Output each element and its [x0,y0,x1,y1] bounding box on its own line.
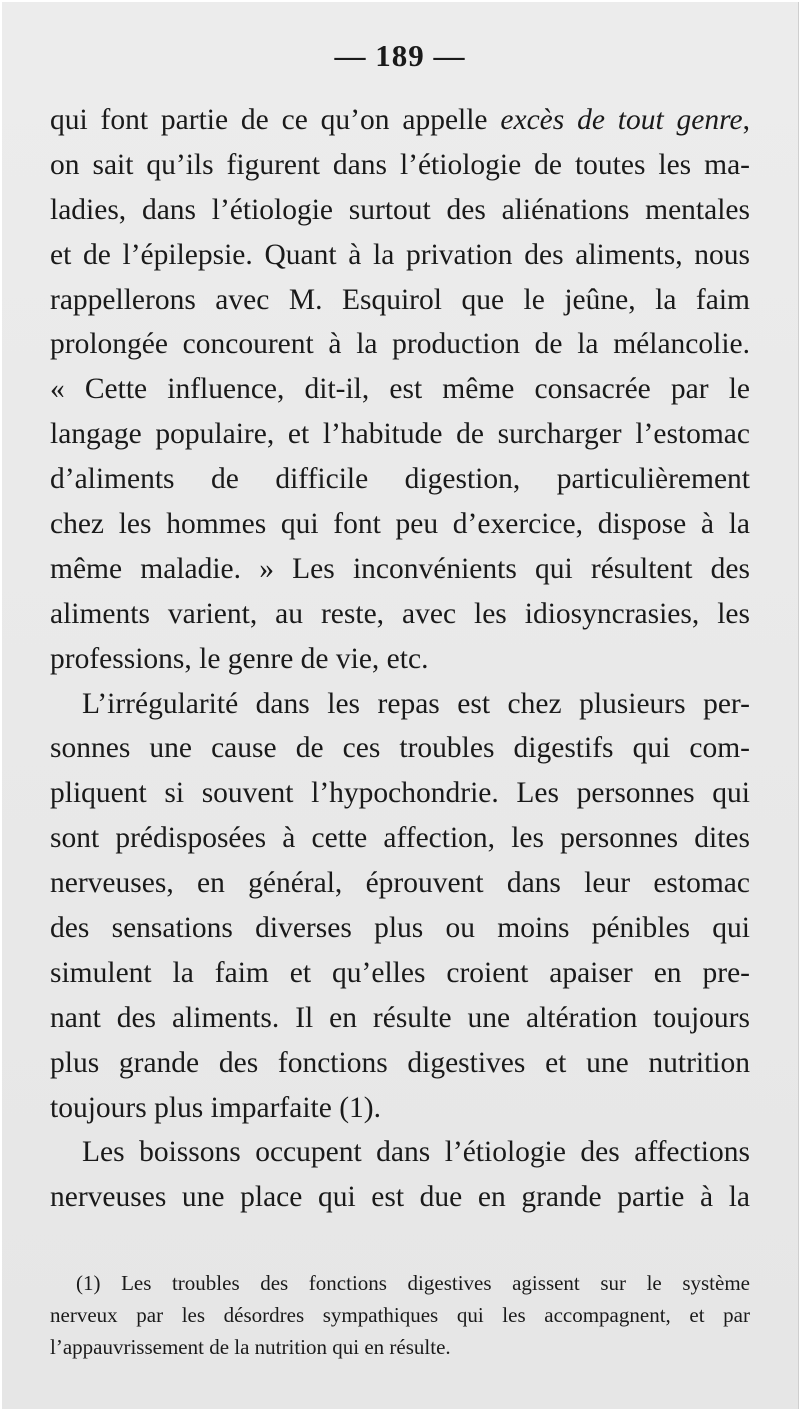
page-number: — 189 — [334,38,466,73]
text-line: rappellerons avec M. Esquirol que le jeûne, la faim [50,283,750,316]
text-line: nant des aliments. Il en résulte une altération toujours [50,1001,750,1034]
text-line: ladies, dans l’étiologie surtout des aliénations mentales [50,193,750,226]
footnote [50,1267,750,1363]
paragraph [50,98,750,682]
text-line: simulent la faim et qu’elles croient apaiser en pre- [50,956,750,989]
text-line: aliments varient, au reste, avec les idiosyncrasies, les [50,597,750,630]
footnote-line: (1) Les troubles des fonctions digestives agissent sur le système [76,1271,750,1295]
text-line: on sait qu’ils figurent dans l’étiologie de toutes les ma- [50,148,750,181]
footnote-line: nerveux par les désordres sympathiques qui les accompagnent, et par [50,1303,750,1327]
text-line: pliquent si souvent l’hypochondrie. Les personnes qui [50,777,750,810]
text-line: Les boissons occupent dans l’étiologie des affections [82,1136,750,1169]
text-line: « Cette influence, dit-il, est même consacrée par le [50,373,750,406]
text-line: nerveuses, en général, éprouvent dans leur estomac [50,867,750,900]
text-line: toujours plus imparfaite (1). [50,1091,381,1124]
text-line: d’aliments de difficile digestion, particulièrement [50,463,750,496]
paragraph [50,682,750,1131]
text-line: prolongée concourent à la production de la mélancolie. [50,328,750,361]
text-line: même maladie. » Les inconvénients qui résultent des [50,552,750,585]
book-page [2,2,799,1409]
text-line: L’irrégularité dans les repas est chez plusieurs per- [82,687,750,720]
text-line: des sensations diverses plus ou moins pénibles qui [50,912,750,945]
italic-phrase: excès de tout genre [500,104,743,136]
text-line: plus grande des fonctions digestives et une nutrition [50,1046,750,1079]
body-text [50,98,750,1220]
text-line: sont prédisposées à cette affection, les personnes dites [50,822,750,855]
footnote-line: l’appauvrissement de la nutrition qui en résulte. [50,1335,451,1359]
text-line: professions, le genre de vie, etc. [50,642,429,675]
text-line: qui font partie de ce qu’on appelle excès de tout genre, [50,104,750,136]
text-line: nerveuses une place qui est due en grande partie à la [50,1181,750,1214]
paragraph [50,1130,750,1220]
text-line: sonnes une cause de ces troubles digestifs qui com- [50,732,750,765]
text-line: chez les hommes qui font peu d’exercice, dispose à la [50,508,750,541]
text-line: langage populaire, et l’habitude de surcharger l’estomac [50,418,750,451]
text-line: et de l’épilepsie. Quant à la privation des aliments, nous [50,238,750,271]
